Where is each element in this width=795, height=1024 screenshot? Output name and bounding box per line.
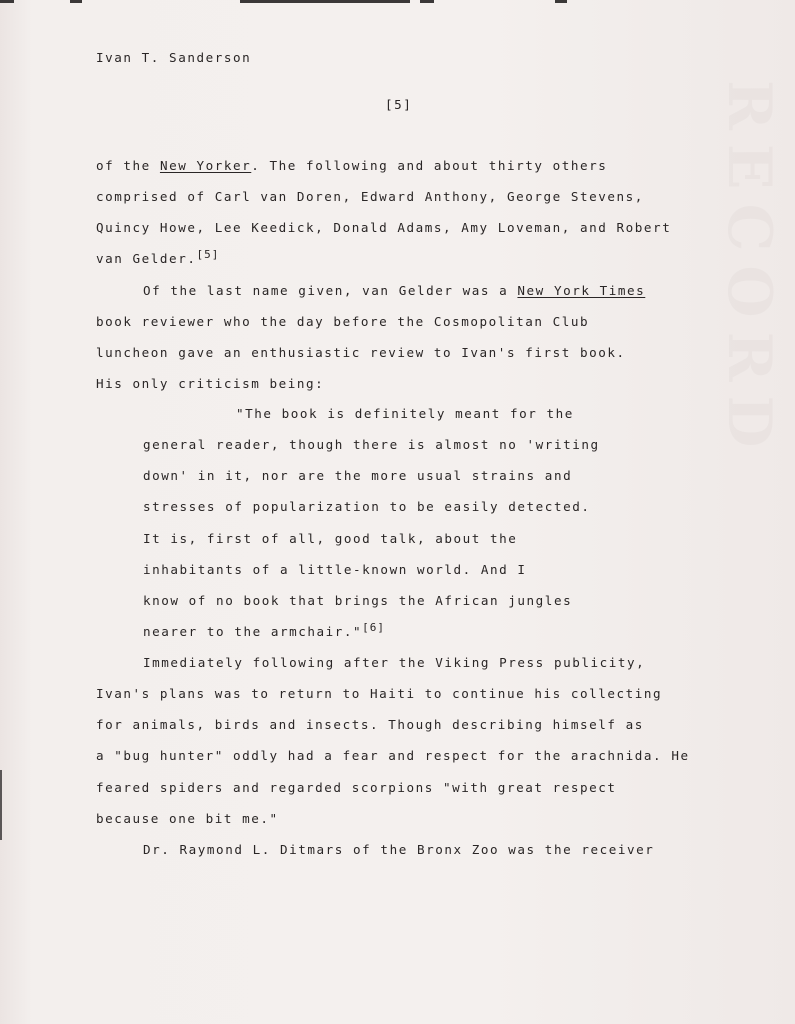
text-run: . The following and about thirty others xyxy=(251,158,608,173)
scan-edge-mark xyxy=(240,0,410,3)
publication-title: New York Times xyxy=(517,283,646,298)
quote-line: general reader, though there is almost no 'writing xyxy=(143,437,600,452)
text-line xyxy=(143,283,645,298)
scan-edge-mark xyxy=(420,0,434,3)
text-line: book reviewer who the day before the Cosmopolitan Club xyxy=(96,314,590,329)
text-run: Of the last name given, van Gelder was a xyxy=(143,283,518,298)
quote-line: down' in it, nor are the more usual strains and xyxy=(143,468,573,483)
scan-edge-mark xyxy=(0,0,14,3)
quote-line xyxy=(143,621,386,640)
footnote-marker: [6] xyxy=(362,621,386,634)
text-line: His only criticism being: xyxy=(96,376,325,391)
text-run: van Gelder. xyxy=(96,251,197,266)
watermark: RECORD xyxy=(714,80,784,462)
scan-edge-mark xyxy=(0,770,2,840)
text-line: Dr. Raymond L. Ditmars of the Bronx Zoo was the receiver xyxy=(143,842,655,857)
publication-title: New Yorker xyxy=(159,158,252,173)
text-line: feared spiders and regarded scorpions "with great respect xyxy=(96,780,617,795)
quote-line: It is, first of all, good talk, about the xyxy=(143,531,518,546)
scan-edge-mark xyxy=(555,0,567,3)
text-line: Immediately following after the Viking Press publicity, xyxy=(143,655,646,670)
author-header: Ivan T. Sanderson xyxy=(96,50,252,65)
text-line: a "bug hunter" oddly had a fear and respect for the arachnida. He xyxy=(96,748,690,763)
text-run: of the xyxy=(96,158,160,173)
text-line: luncheon gave an enthusiastic review to Ivan's first book. xyxy=(96,345,626,360)
page-number: [5] xyxy=(385,97,413,112)
scan-edge-mark xyxy=(70,0,82,3)
text-line: Ivan's plans was to return to Haiti to continue his collecting xyxy=(96,686,663,701)
text-line: for animals, birds and insects. Though describing himself as xyxy=(96,717,644,732)
text-line: Quincy Howe, Lee Keedick, Donald Adams, Amy Loveman, and Robert xyxy=(96,220,672,235)
text-line: comprised of Carl van Doren, Edward Anthony, George Stevens, xyxy=(96,189,644,204)
text-line: because one bit me." xyxy=(96,811,279,826)
text-line xyxy=(96,158,607,173)
quote-line: stresses of popularization to be easily detected. xyxy=(143,499,591,514)
quote-line: inhabitants of a little-known world. And I xyxy=(143,562,527,577)
text-line xyxy=(96,248,220,267)
quote-line: "The book is definitely meant for the xyxy=(236,406,574,421)
text-run: nearer to the armchair." xyxy=(143,624,363,639)
quote-line: know of no book that brings the African jungles xyxy=(143,593,573,608)
footnote-marker: [5] xyxy=(196,248,220,261)
